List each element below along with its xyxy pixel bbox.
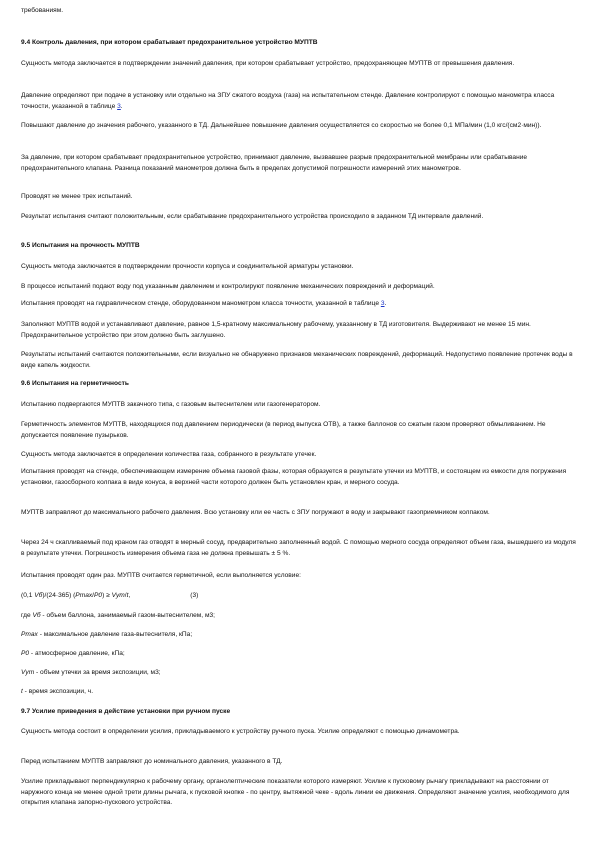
definition-var: Vб [32,612,41,619]
paragraph: Проводят не менее трех испытаний. [21,193,133,200]
definition-var: t [21,688,23,695]
paragraph: Через 24 ч скапливаемый под краном газ отводят в мерный сосуд, предварительно заполненный водой. С помощью мерного сосуда определяют объем газа, вышедшего из модуля в результате утечки. Погрешность измерения объема газа не должна превышать ± 5 %. [21,539,576,557]
paragraph: Испытанию подвергаются МУПТВ закачного типа, с газовым вытеснителем или газогенератором. [21,401,321,408]
formula-var: Vб [34,592,43,599]
paragraph: МУПТВ заправляют до максимального рабочего давления. Всю установку или ее часть с ЗПУ погружают в воду и закрывают газоприемником колпаком. [21,509,490,516]
paragraph [21,299,577,310]
definition-p0 [21,649,577,660]
paragraph: Сущность метода состоит в определении усилия, прикладываемого к устройству ручного пуска. Усилие определяют с помощью динамометра. [21,728,460,735]
formula-part: ) ≥ [102,592,112,599]
formula-var: t [126,592,129,599]
definition-text: где [21,612,33,619]
definition-var: P0 [21,650,30,657]
table-3-link[interactable]: 3 [117,102,121,110]
formula-var: P0 [94,592,103,599]
definition-text: - объем баллона, занимаемый газом-вытеснителем, м3; [40,612,215,619]
definition-pmax [21,630,577,641]
paragraph: Усилие прикладывают перпендикулярно к рабочему органу, органолептические показатели которого измеряют. Усилие к пусковому рычагу прикладывают на расстоянии от наружного конца не менее одной трети длины рычага, к пусковой кнопке - по центру, вытяжной чеке - вдоль линии ее движения. Определяют значение усилия, необходимого для открытия клапана запорно-пускового устройства. [21,778,570,806]
section-heading-9-6: 9.6 Испытания на герметичность [21,380,129,387]
paragraph: Повышают давление до значения рабочего, указанного в ТД. Дальнейшее повышение давления осуществляется со скоростью не более 0,1 МПа/мин (1,0 кгс/(см2·мин)). [21,122,542,129]
section-heading-9-4: 9.4 Контроль давления, при котором срабатывает предохранительное устройство МУПТВ [21,39,318,46]
definition-var: Pmax [21,631,38,638]
paragraph-end: . [384,300,387,307]
paragraph: Герметичность элементов МУПТВ, находящихся под давлением периодически (в период выпуска ОТВ), а также баллонов со сжатым газом проверяют обмыливанием. Не допускается появление пузырьков. [21,421,546,439]
definition-var: Vут [21,669,35,676]
continued-text: требованиям. [21,7,64,14]
paragraph: Заполняют МУПТВ водой и устанавливают давление, равное 1,5-кратному максимальному рабочему, указанному в ТД изготовителя. Выдерживают не менее 15 мин. Предохранительное устройство при этом должно быть заглушено. [21,321,531,339]
definition-t [21,687,577,698]
paragraph-text: Испытания проводят на гидравлическом стенде, оборудованном манометром класса точности, указанной в таблице [21,300,379,307]
paragraph-end: . [120,102,123,110]
formula-var: Vут [111,592,125,599]
formula-part: / [124,592,127,599]
paragraph: Сущность метода заключается в подтверждении прочности корпуса и соединительной арматуры установки. [21,263,354,270]
paragraph: За давление, при котором срабатывает предохранительное устройство, принимают давление, вызвавшее разрыв предохранительной мембраны или срабатывание предохранительного клапана. Разница показаний манометров должна быть в пределах допустимой погрешности измерений этих манометров. [21,154,528,172]
table-3-link[interactable]: 3 [380,300,385,307]
paragraph: Испытания проводят на стенде, обеспечивающем измерение объема газовой фазы, которая образуется в результате утечки из МУПТВ, и состоящем из емкости для погружения установки, газосборного колпака в виде конуса, в верхней части которого должен быть установлен кран, и мерного сосуда. [21,468,567,486]
formula-part: (0,1 [21,592,35,599]
definition-text: - объем утечки за время экспозиции, м3; [34,669,161,676]
paragraph: Испытания проводят один раз. МУПТВ считается герметичной, если выполняется условие: [21,572,301,579]
definition-text: - максимальное давление газа-вытеснителя, кПа; [37,631,193,638]
formula-number: (3) [190,592,199,599]
paragraph [21,91,577,112]
formula-part: )/(24·365) ( [42,592,76,599]
definition-vb [21,611,577,622]
formula-var: Pmax [75,592,93,599]
paragraph: Результаты испытаний считаются положительными, если визуально не обнаружено признаков механических повреждений, деформаций. Недопустимо появление протечек воды в виде капель жидкости. [21,351,573,369]
section-heading-9-5: 9.5 Испытания на прочность МУПТВ [21,242,140,249]
formula-3 [21,591,577,602]
paragraph-text: Давление определяют при подаче в установку или отдельно на ЗПУ сжатого воздуха (газа) на испытательном стенде. Давление контролируют с помощью манометра класса точности, указанной в таблице [21,92,555,110]
definition-text: - атмосферное давление, кПа; [29,650,125,657]
paragraph: Результат испытания считают положительным, если срабатывание предохранительного устройства происходило в заданном ТД интервале давлений. [21,213,484,220]
definition-vut [21,668,577,679]
formula-part: / [92,592,94,599]
section-heading-9-7: 9.7 Усилие приведения в действие установки при ручном пуске [21,708,231,715]
paragraph: Перед испытанием МУПТВ заправляют до номинального давления, указанного в ТД. [21,758,283,765]
paragraph: Сущность метода заключается в подтверждении значений давления, при котором срабатывает устройство, предохраняющее МУПТВ от превышения давления. [21,60,515,67]
paragraph: Сущность метода заключается в определении количества газа, собранного в результате утечек. [21,451,317,458]
paragraph: В процессе испытаний подают воду под указанным давлением и контролируют появление механических повреждений и деформаций. [21,283,435,290]
definition-text: - время экспозиции, ч. [22,688,94,695]
formula-part: , [128,592,131,599]
